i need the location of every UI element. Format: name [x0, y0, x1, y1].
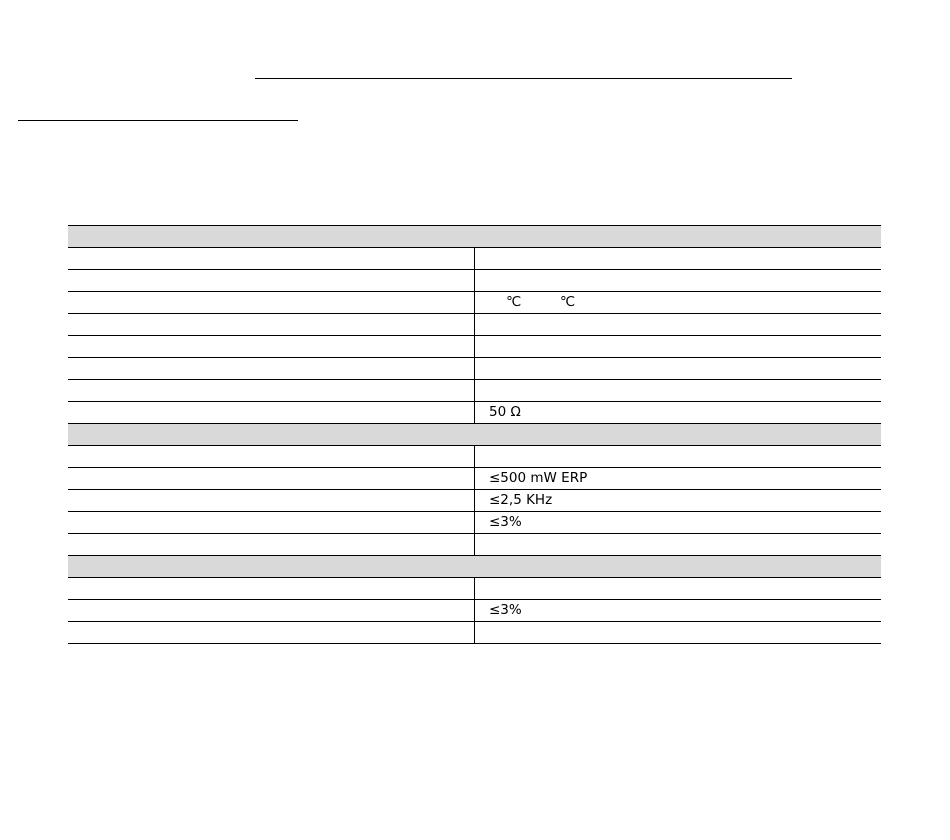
section-header-row	[68, 556, 881, 578]
spec-label	[68, 402, 475, 424]
section-header	[68, 556, 881, 578]
spec-label	[68, 468, 475, 490]
table-row	[68, 578, 881, 600]
table-row	[68, 490, 881, 512]
table-row	[68, 534, 881, 556]
spec-value	[475, 578, 882, 600]
table-row	[68, 336, 881, 358]
left-underline-rule	[18, 120, 298, 121]
table-row	[68, 512, 881, 534]
table-row	[68, 270, 881, 292]
section-header	[68, 226, 881, 248]
spec-label	[68, 358, 475, 380]
spec-value	[475, 248, 882, 270]
output-power-value: ≤500 mW ERP	[475, 468, 882, 490]
table-row	[68, 314, 881, 336]
spec-label	[68, 622, 475, 644]
spec-label	[68, 380, 475, 402]
section-header-row	[68, 226, 881, 248]
spec-value	[475, 534, 882, 556]
section-header	[68, 424, 881, 446]
spec-label	[68, 578, 475, 600]
spec-value	[475, 380, 882, 402]
spec-value	[475, 358, 882, 380]
spec-label	[68, 534, 475, 556]
spec-value	[475, 314, 882, 336]
spec-label	[68, 314, 475, 336]
spec-label	[68, 512, 475, 534]
table-row	[68, 600, 881, 622]
spec-table	[68, 225, 881, 644]
table-row	[68, 446, 881, 468]
table-row	[68, 622, 881, 644]
table-row	[68, 358, 881, 380]
spec-label	[68, 446, 475, 468]
table-row	[68, 292, 881, 314]
spec-label	[68, 270, 475, 292]
table-row	[68, 468, 881, 490]
section-header-row	[68, 424, 881, 446]
table-row	[68, 248, 881, 270]
top-underline-rule	[255, 78, 792, 79]
distortion-value: ≤3%	[475, 600, 882, 622]
spec-label	[68, 490, 475, 512]
distortion-value: ≤3%	[475, 512, 882, 534]
spec-value	[475, 622, 882, 644]
table-row	[68, 380, 881, 402]
spec-label	[68, 600, 475, 622]
table-row	[68, 402, 881, 424]
spec-value	[475, 336, 882, 358]
spec-value	[475, 446, 882, 468]
spec-value	[475, 270, 882, 292]
spec-label	[68, 292, 475, 314]
impedance-value: 50 Ω	[475, 402, 882, 424]
deviation-value: ≤2,5 KHz	[475, 490, 882, 512]
spec-label	[68, 248, 475, 270]
spec-label	[68, 336, 475, 358]
temperature-range-value: ℃ ℃	[475, 292, 882, 314]
